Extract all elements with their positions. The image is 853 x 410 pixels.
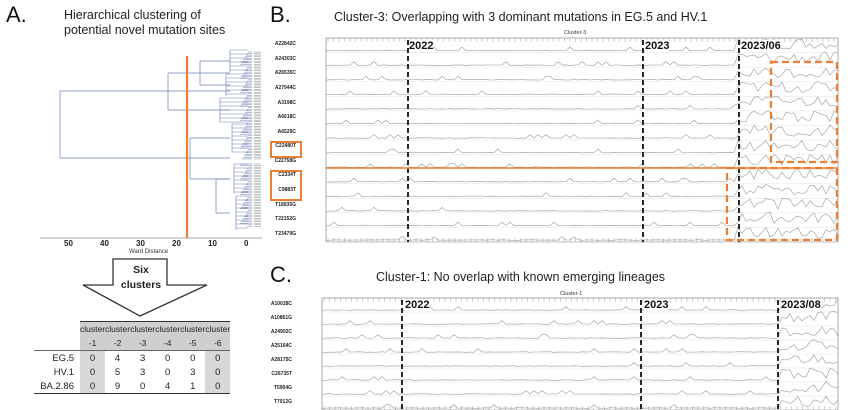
col-header-bottom: -3 [130, 336, 155, 351]
panel-b-letter: B. [270, 2, 291, 27]
site-label: A28175C [270, 357, 292, 363]
site-label: A24902C [270, 329, 292, 335]
table-cell: 0 [205, 351, 230, 366]
site-label: T5904G [273, 385, 292, 391]
site-label: A26535C [274, 70, 296, 77]
site-label: T18935G [275, 201, 296, 208]
col-header-top: cluster [205, 322, 230, 337]
panel-a-title-line1: Hierarchical clustering of [64, 8, 201, 22]
panel-c-heatmap [322, 298, 838, 410]
col-header-bottom: -4 [155, 336, 180, 351]
panel-b-year-2023-06: 2023/06 [741, 40, 781, 52]
table-cell: 1 [180, 379, 205, 394]
panel-b-title: Cluster-3: Overlapping with 3 dominant mutations in EG.5 and HV.1 [334, 10, 708, 24]
arrow-label-clusters: clusters [120, 279, 162, 291]
table-row [34, 351, 230, 366]
col-header-top: cluster [180, 322, 205, 337]
table-cell: 0 [80, 379, 105, 394]
table-cell: 0 [205, 365, 230, 379]
panel-b-year-2022: 2022 [409, 40, 434, 52]
panel-c-year-2022: 2022 [405, 299, 430, 311]
panel-c-letter: C. [270, 262, 292, 287]
table-cell: 0 [80, 365, 105, 379]
col-header-top: cluster [130, 322, 155, 337]
site-label: T22152G [275, 216, 296, 223]
site-label: C22480T [275, 143, 296, 150]
col-header-bottom: -1 [80, 336, 105, 351]
table-cell: 3 [190, 366, 196, 378]
site-label: T7012G [273, 399, 292, 405]
panel-a-title-line2: potential novel mutation sites [64, 23, 226, 37]
col-header-top: cluster [155, 322, 180, 337]
x-axis-label: Ward Distance [129, 249, 169, 255]
table-cell: 3 [130, 351, 155, 366]
x-tick-40: 40 [100, 239, 109, 248]
x-tick-20: 20 [172, 239, 181, 248]
panel-c-year-2023: 2023 [644, 299, 669, 311]
table-row [34, 379, 230, 394]
table-cell: 9 [105, 379, 130, 394]
x-tick-50: 50 [64, 239, 73, 248]
arrow-label-six: Six [133, 264, 149, 276]
site-label: C26735T [271, 371, 292, 377]
table-cell: 0 [130, 379, 155, 394]
col-header-bottom: -2 [105, 336, 130, 351]
site-label: A24303C [274, 55, 296, 62]
col-header-top: cluster [105, 322, 130, 337]
table-cell: 5 [114, 366, 121, 378]
panel-b-heatmap [326, 38, 838, 242]
table-row [34, 365, 230, 379]
col-header-bottom: -5 [180, 336, 205, 351]
clusters-table-wrap [34, 321, 230, 394]
site-label: A27944C [274, 85, 296, 91]
table-cell: 0 [165, 366, 171, 378]
table-cell: 4 [105, 351, 130, 366]
panel-b-year-2023: 2023 [645, 40, 670, 52]
row-lineage: HV.1 [53, 366, 74, 378]
row-lineage: EG.5 [34, 351, 80, 366]
x-tick-0: 0 [244, 239, 249, 248]
dendrogram [40, 44, 265, 239]
table-cell: 3 [139, 366, 146, 378]
site-label: A6618C [277, 114, 296, 121]
site-label-highlight-box [270, 170, 302, 201]
site-label: A6529C [277, 128, 296, 135]
panel-c-subtitle: Cluster-1 [560, 291, 583, 297]
site-label: C9883T [278, 187, 296, 193]
panel-c-year-2023-08: 2023/08 [781, 299, 821, 311]
site-label: C2334T [278, 172, 296, 179]
col-header-top: cluster [80, 322, 105, 337]
site-label: A3198C [277, 99, 296, 106]
site-label: A10028C [270, 301, 292, 307]
site-label-highlight-box [270, 141, 302, 158]
row-lineage: BA.2.86 [34, 379, 80, 394]
table-cell: 4 [155, 379, 180, 394]
table-cell: 0 [80, 351, 105, 366]
site-label: A25164C [270, 343, 292, 349]
table-cell: 0 [155, 351, 180, 366]
site-label: C22758G [274, 157, 296, 164]
panel-b-subtitle: Cluster-3 [564, 30, 587, 36]
site-label: A22842C [274, 41, 296, 48]
col-header-bottom: -6 [205, 336, 230, 351]
panel-a-letter: A. [6, 2, 27, 27]
clusters-table [34, 321, 230, 394]
table-cell: 0 [205, 379, 230, 394]
panel-c-title: Cluster-1: No overlap with known emerging lineages [376, 270, 666, 284]
site-label: T23479G [275, 230, 296, 237]
x-tick-30: 30 [136, 239, 145, 248]
table-corner [34, 336, 80, 351]
site-label: A10861G [270, 315, 292, 321]
table-cell: 0 [180, 351, 205, 366]
x-tick-10: 10 [208, 239, 217, 248]
table-corner [34, 322, 80, 337]
